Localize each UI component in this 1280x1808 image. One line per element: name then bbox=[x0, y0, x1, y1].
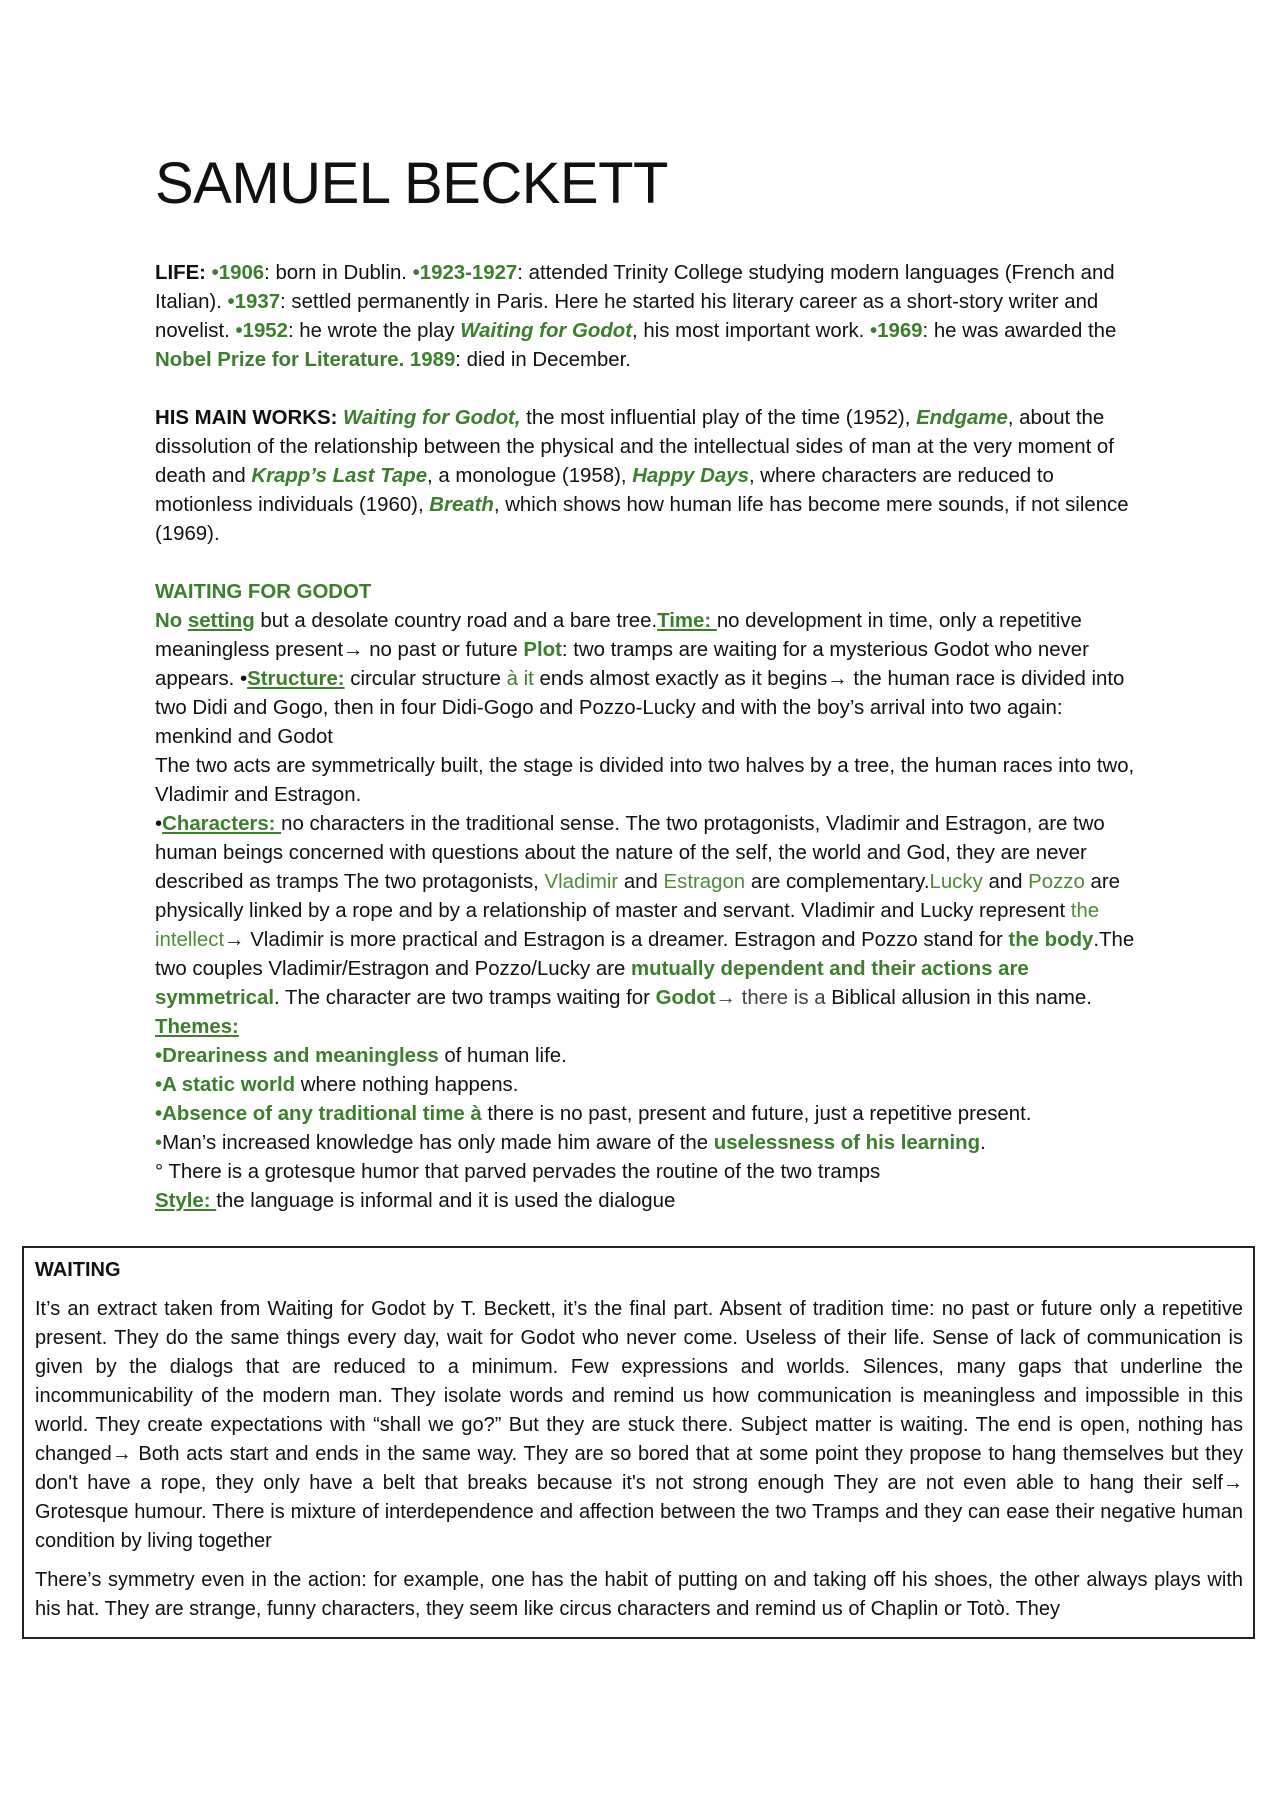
work-title: Krapp’s Last Tape bbox=[251, 465, 428, 487]
setting-text: but a desolate country road and a bare tree. bbox=[254, 610, 658, 632]
themes-label: Themes: bbox=[155, 1016, 239, 1038]
nobel-prize: Nobel Prize for Literature. 1989 bbox=[155, 349, 456, 371]
work-title: Waiting for Godot, bbox=[343, 407, 521, 429]
section-heading: WAITING FOR GODOT bbox=[155, 581, 372, 603]
character-name: Godot bbox=[655, 987, 716, 1009]
work-title: Breath bbox=[429, 494, 494, 516]
characters-text: Biblical allusion in this name. bbox=[825, 987, 1092, 1009]
characters-text: → Vladimir is more practical and Estragon is a dreamer. Estragon and Pozzo stand for bbox=[224, 929, 1009, 951]
humor-note: ° There is a grotesque humor that parved pervades the routine of the two tramps bbox=[155, 1161, 881, 1183]
theme-item bbox=[155, 1129, 1135, 1158]
structure-text: ends almost exactly as it begins→ the human race is divided into two Didi and Gogo, then in four Didi-Gogo and Pozzo-Lucky and with the boy’s arrival into two again: menkind and Godot bbox=[155, 668, 1125, 748]
life-text: , his most important work. bbox=[632, 320, 871, 342]
box-title: WAITING bbox=[35, 1259, 121, 1281]
setting-paragraph bbox=[155, 607, 1135, 752]
life-text: : settled permanently in Paris. Here he started his literary career as a short-story writer and novelist. bbox=[155, 291, 1099, 342]
plot-label: Plot bbox=[523, 639, 562, 661]
setting-label: setting bbox=[187, 610, 255, 632]
life-text: : he was awarded the bbox=[922, 320, 1117, 342]
characters-label: Characters: bbox=[162, 813, 282, 835]
structure-label: Structure: bbox=[247, 668, 345, 690]
year-1937: •1937 bbox=[227, 291, 281, 313]
work-title: Happy Days bbox=[632, 465, 749, 487]
characters-text: and bbox=[618, 871, 664, 893]
characters-text: . The character are two tramps waiting for bbox=[274, 987, 656, 1009]
characters-text: are physically linked by a rope and by a relationship of master and servant. Vladimir and Lucky represent bbox=[155, 871, 1120, 922]
theme-item bbox=[155, 1042, 1135, 1071]
spacer bbox=[155, 375, 1135, 404]
bullet: • bbox=[155, 813, 163, 835]
theme-text: there is no past, present and future, just a repetitive present. bbox=[481, 1103, 1032, 1125]
style-text: the language is informal and it is used the dialogue bbox=[216, 1190, 676, 1212]
works-text: the most influential play of the time (1952), bbox=[520, 407, 917, 429]
highlight-text: the intellect bbox=[155, 900, 1100, 951]
time-label: Time: bbox=[657, 610, 717, 632]
character-name: Lucky bbox=[929, 871, 983, 893]
theme-keyword: uselessness of his learning bbox=[713, 1132, 981, 1154]
waiting-box bbox=[22, 1246, 1255, 1639]
works-text: , which shows how human life has become mere sounds, if not silence (1969). bbox=[155, 494, 1129, 545]
theme-text: where nothing happens. bbox=[295, 1074, 519, 1096]
life-paragraph bbox=[155, 259, 1135, 375]
acts-paragraph: The two acts are symmetrically built, the stage is divided into two halves by a tree, the human races into two, Vladimir and Estragon. bbox=[155, 755, 1135, 806]
life-text: : born in Dublin. bbox=[264, 262, 413, 284]
theme-item bbox=[155, 1071, 1135, 1100]
structure-arrow: à it bbox=[506, 668, 534, 690]
character-name: Vladimir bbox=[544, 871, 619, 893]
year-1923: •1923-1927 bbox=[412, 262, 518, 284]
no-label: No bbox=[155, 610, 188, 632]
box-paragraph: There’s symmetry even in the action: for example, one has the habit of putting on and taking off his shoes, the other always plays with his hat. They are strange, funny characters, they seem like circus characters and remind us of Chaplin or Totò. They bbox=[35, 1569, 1243, 1620]
spacer bbox=[155, 549, 1135, 578]
box-paragraph: It’s an extract taken from Waiting for Godot by T. Beckett, it’s the final part. Absent of tradition time: no past or future only a repetitive present. They do the same things every day, wait for Godot who never come. Useless of their life. Sense of lack of communication is given by the dialogs that are reduced to a minimum. Few expressions and worlds. Silences, many gaps that underline the incommunicability of the modern man. They isolate words and remind us how communication is meaningless and impossible in this world. They create expectations with “shall we go?” But they are stuck there. Subject matter is waiting. The end is open, nothing has changed→ Both acts start and ends in the same way. They are so bored that at some point they propose to hang themselves but they don't have a rope, they only have a belt that breaks because it's not strong enough They are not even able to hang their self→ Grotesque humour. There is mixture of interdependence and affection between the two Tramps and they can ease their negative human condition by living together bbox=[35, 1298, 1243, 1552]
plot-text: : two tramps are waiting for a mysterious Godot who never appears. • bbox=[155, 639, 1089, 690]
theme-text: Man’s increased knowledge has only made him aware of the bbox=[162, 1132, 714, 1154]
notes-body bbox=[155, 259, 1135, 1216]
time-text: no development in time, only a repetitive meaningless present→ no past or future bbox=[155, 610, 1082, 661]
life-text: : died in December. bbox=[455, 349, 631, 371]
work-title: Endgame bbox=[916, 407, 1008, 429]
characters-text: no characters in the traditional sense. The two protagonists, Vladimir and Estragon, are two human beings concerned with questions about the nature of the self, the world and God, they are never described as tramps The two protagonists, bbox=[155, 813, 1105, 893]
characters-text: there is a bbox=[736, 987, 826, 1009]
theme-keyword: •A static world bbox=[155, 1074, 296, 1096]
character-name: Estragon bbox=[663, 871, 746, 893]
highlight-text: the body bbox=[1008, 929, 1094, 951]
characters-text: and bbox=[982, 871, 1029, 893]
theme-item bbox=[155, 1100, 1135, 1129]
life-text: : attended Trinity College studying modern languages (French and Italian). bbox=[155, 262, 1115, 313]
year-1952: •1952 bbox=[235, 320, 288, 342]
theme-keyword: •Dreariness and meaningless bbox=[155, 1045, 439, 1067]
style-label: Style: bbox=[155, 1190, 217, 1212]
theme-keyword: •Absence of any traditional time à bbox=[155, 1103, 482, 1125]
year-1906: •1906 bbox=[211, 262, 265, 284]
life-text: : he wrote the play bbox=[287, 320, 461, 342]
characters-text: .The two couples Vladimir/Estragon and Pozzo/Lucky are bbox=[155, 929, 1135, 980]
highlight-text: mutually dependent and their actions are symmetrical bbox=[155, 958, 1029, 1009]
characters-paragraph bbox=[155, 810, 1135, 1013]
life-label: LIFE: bbox=[155, 262, 206, 284]
works-label: HIS MAIN WORKS: bbox=[155, 407, 338, 429]
character-name: Pozzo bbox=[1028, 871, 1085, 893]
works-text: , about the dissolution of the relationship between the physical and the intellectual sides of man at the very moment of death and bbox=[155, 407, 1114, 487]
theme-text: . bbox=[980, 1132, 986, 1154]
arrow-icon: → bbox=[715, 987, 736, 1009]
works-text: , a monologue (1958), bbox=[427, 465, 633, 487]
structure-text: circular structure bbox=[344, 668, 507, 690]
bullet: • bbox=[155, 1132, 163, 1154]
page-title: SAMUEL BECKETT bbox=[155, 151, 668, 216]
works-paragraph bbox=[155, 404, 1135, 549]
works-text: , where characters are reduced to motionless individuals (1960), bbox=[155, 465, 1054, 516]
characters-text: are complementary. bbox=[745, 871, 930, 893]
work-title: Waiting for Godot bbox=[460, 320, 633, 342]
style-paragraph bbox=[155, 1187, 1135, 1216]
year-1969: •1969 bbox=[870, 320, 923, 342]
theme-text: of human life. bbox=[438, 1045, 567, 1067]
